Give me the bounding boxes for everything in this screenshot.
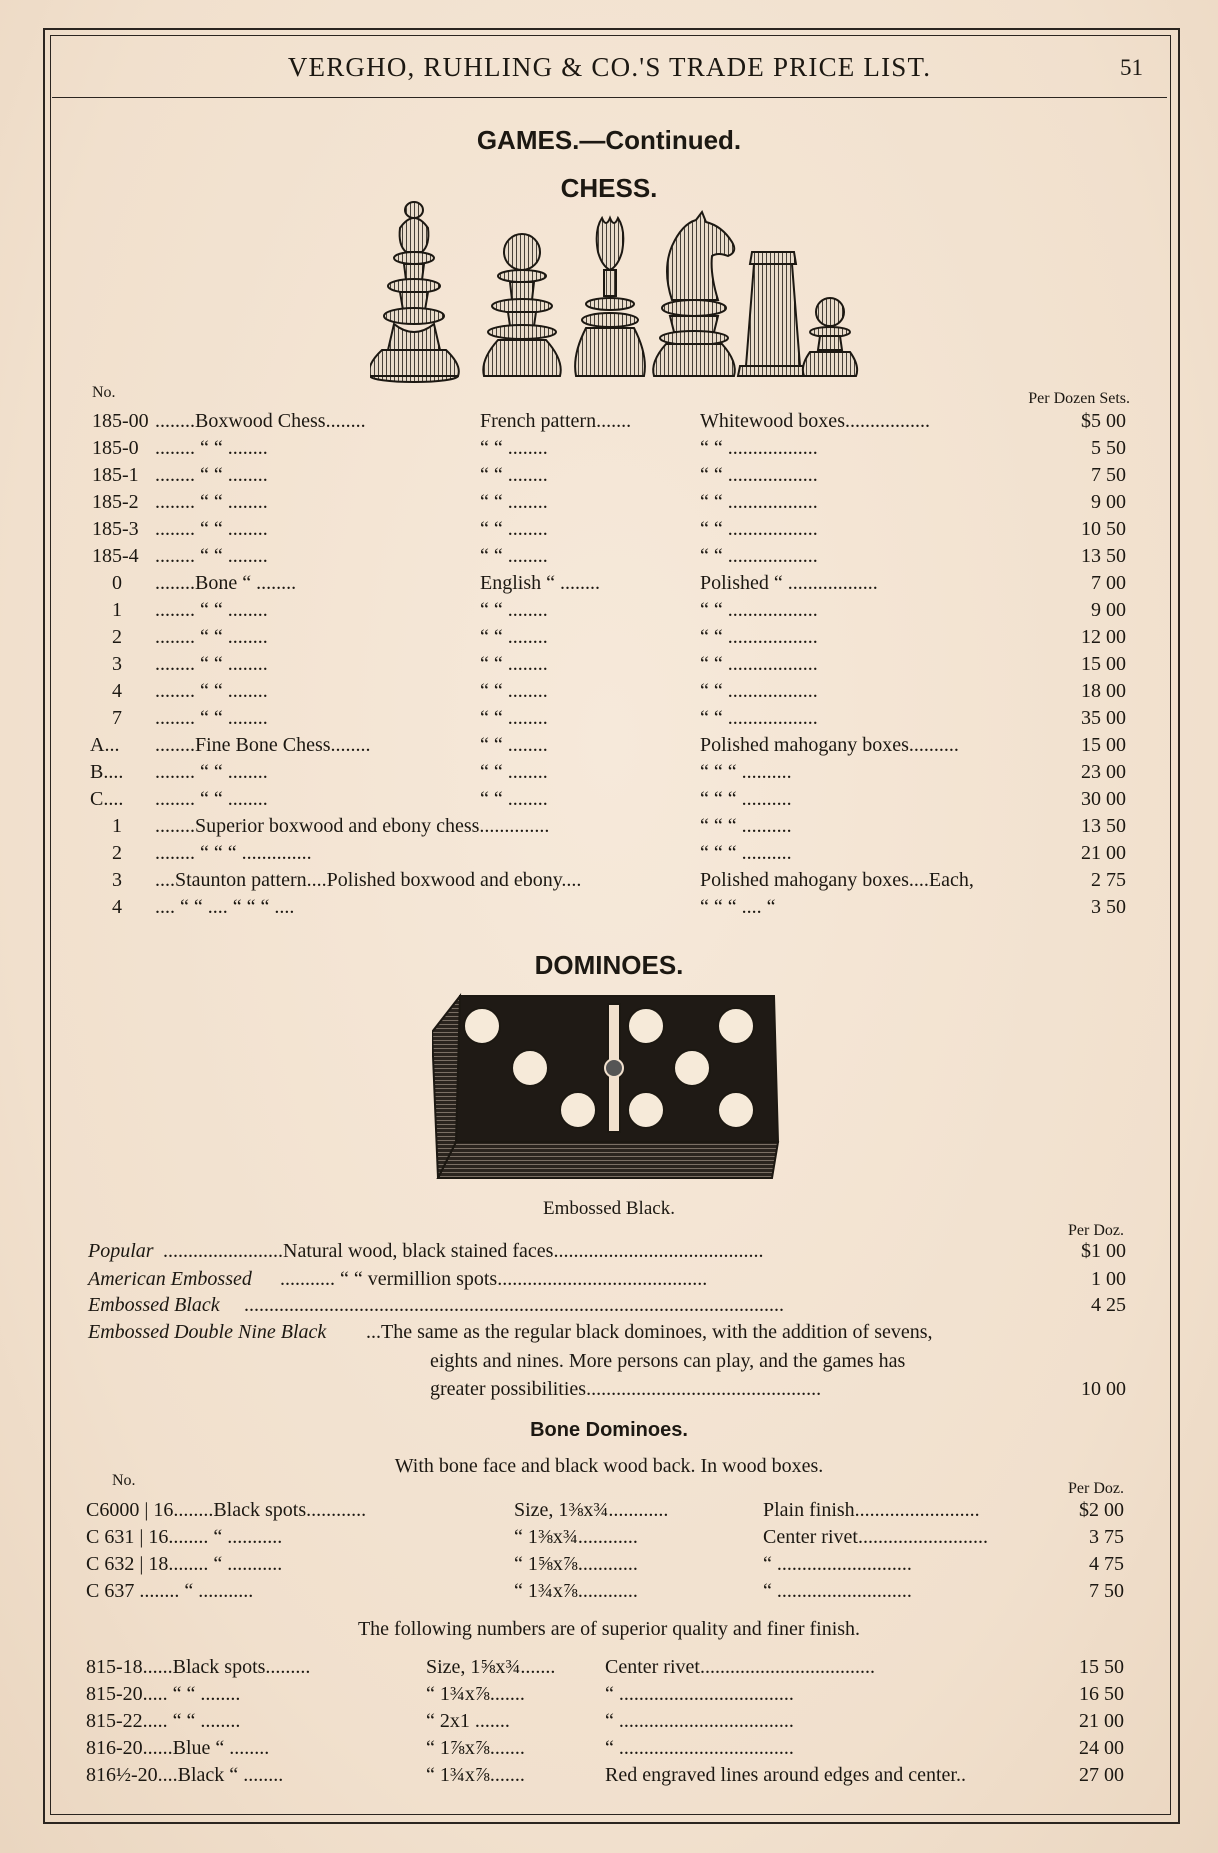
chess-item-price: 7 50 xyxy=(1091,464,1126,486)
chess-item-price: 35 00 xyxy=(1081,707,1126,729)
bone-item-number: C 637 ........ “ ........... xyxy=(86,1580,254,1602)
chess-item-box: “ “ .................. xyxy=(700,518,818,540)
chess-row xyxy=(0,437,1218,463)
chess-item-box: “ “ .................. xyxy=(700,437,818,459)
chess-item-price: 15 00 xyxy=(1081,653,1126,675)
page-title: VERGHO, RUHLING & CO.'S TRADE PRICE LIST. xyxy=(287,52,932,82)
domino-name: Embossed Double Nine Black xyxy=(88,1321,327,1343)
bone-domino-row xyxy=(0,1710,1218,1736)
chess-item-pattern: “ “ ........ xyxy=(480,599,548,621)
chess-item-number: 0 xyxy=(112,572,122,594)
chess-row xyxy=(0,572,1218,598)
domino-row xyxy=(0,1268,1218,1294)
domino-row xyxy=(0,1294,1218,1320)
chess-item-material: ........ “ “ ........ xyxy=(155,653,268,675)
bone-item-number: C 631 | 16........ “ ........... xyxy=(86,1526,283,1548)
chess-pieces-illustration xyxy=(370,200,860,385)
bone-item-price: 21 00 xyxy=(1079,1710,1124,1732)
domino-caption: Embossed Black. xyxy=(543,1198,675,1219)
domino-continuation-text: greater possibilities............................................... xyxy=(430,1378,822,1400)
bone-item-finish: “ ................................... xyxy=(605,1737,794,1759)
chess-item-price: 23 00 xyxy=(1081,761,1126,783)
chess-item-box: “ “ “ .......... xyxy=(700,842,792,864)
chess-king-icon xyxy=(370,202,459,382)
chess-item-box: “ “ “ .......... xyxy=(700,761,792,783)
chess-item-number: C.... xyxy=(90,788,124,810)
domino-illustration xyxy=(432,992,782,1182)
chess-price-label: Per Dozen Sets. xyxy=(1028,390,1130,407)
bone-item-number: 816½-20....Black “ ........ xyxy=(86,1764,284,1786)
domino-name: Embossed Black xyxy=(88,1294,220,1316)
bone-item-size: “ 1¾x⅞....... xyxy=(426,1764,525,1786)
chess-item-pattern: English “ ........ xyxy=(480,572,600,594)
chess-row xyxy=(0,518,1218,544)
chess-item-price: 13 50 xyxy=(1081,545,1126,567)
chess-item-box: Whitewood boxes................. xyxy=(700,410,930,432)
chess-item-price: 3 50 xyxy=(1091,896,1126,918)
domino-continuation-text: eights and nines. More persons can play, and the games has xyxy=(430,1350,906,1372)
bone-domino-row xyxy=(0,1553,1218,1579)
domino-row xyxy=(0,1321,1218,1347)
chess-item-pattern: “ “ ........ xyxy=(480,707,548,729)
chess-item-material: ........ “ “ “ .............. xyxy=(155,842,312,864)
bone-dominoes-heading: Bone Dominoes. xyxy=(530,1419,688,1441)
chess-item-price: 9 00 xyxy=(1091,491,1126,513)
chess-item-pattern: “ “ ........ xyxy=(480,464,548,486)
chess-item-box: “ “ .................. xyxy=(700,464,818,486)
chess-row xyxy=(0,545,1218,571)
chess-item-number: 2 xyxy=(112,626,122,648)
domino-price: 4 25 xyxy=(1091,1294,1126,1316)
bone-item-price: 15 50 xyxy=(1079,1656,1124,1678)
chess-item-material: ........Superior boxwood and ebony chess.............. xyxy=(155,815,550,837)
bone-item-size: “ 1⅞x⅞....... xyxy=(426,1737,525,1759)
bone-item-size: “ 1¾x⅞....... xyxy=(426,1683,525,1705)
bone-dominoes-subtitle: With bone face and black wood back. In wood boxes. xyxy=(394,1455,824,1477)
bone-item-finish: Center rivet................................... xyxy=(605,1656,875,1678)
chess-item-box: “ “ .................. xyxy=(700,491,818,513)
bone-no-label: No. xyxy=(112,1472,136,1489)
chess-item-material: ........ “ “ ........ xyxy=(155,545,268,567)
chess-row xyxy=(0,599,1218,625)
domino-price: 1 00 xyxy=(1091,1268,1126,1290)
chess-item-material: ........ “ “ ........ xyxy=(155,788,268,810)
chess-item-material: ........ “ “ ........ xyxy=(155,707,268,729)
bone-domino-row xyxy=(0,1656,1218,1682)
chess-item-box: “ “ .................. xyxy=(700,599,818,621)
chess-item-number: 185-3 xyxy=(92,518,139,540)
chess-item-number: 1 xyxy=(112,599,122,621)
superior-quality-note: The following numbers are of superior quality and finer finish. xyxy=(357,1618,861,1640)
chess-item-pattern: “ “ ........ xyxy=(480,491,548,513)
chess-item-material: ........ “ “ ........ xyxy=(155,518,268,540)
bone-item-number: 815-18......Black spots......... xyxy=(86,1656,311,1678)
dominoes-heading: DOMINOES. xyxy=(534,950,684,980)
chess-queen-icon xyxy=(483,234,560,376)
chess-item-number: 1 xyxy=(112,815,122,837)
domino-row xyxy=(0,1240,1218,1266)
bone-item-size: “ 1⅜x¾............ xyxy=(514,1526,638,1548)
chess-item-price: 12 00 xyxy=(1081,626,1126,648)
chess-item-number: 7 xyxy=(112,707,122,729)
bone-item-number: 815-22..... “ “ ........ xyxy=(86,1710,241,1732)
chess-item-pattern: “ “ ........ xyxy=(480,518,548,540)
chess-row xyxy=(0,410,1218,436)
domino-price: 10 00 xyxy=(1081,1378,1126,1400)
bone-item-size: Size, 1⅜x¾............ xyxy=(514,1499,669,1521)
chess-no-label: No. xyxy=(92,384,116,401)
chess-item-price: $5 00 xyxy=(1081,410,1126,432)
bone-domino-row xyxy=(0,1580,1218,1606)
bone-item-price: 4 75 xyxy=(1089,1553,1124,1575)
chess-item-material: ........ “ “ ........ xyxy=(155,599,268,621)
chess-item-pattern: “ “ ........ xyxy=(480,653,548,675)
domino-desc: ........................Natural wood, black stained faces.......................................... xyxy=(163,1240,764,1262)
domino-desc: ........... “ “ vermillion spots.......................................... xyxy=(280,1268,708,1290)
chess-item-material: ........ “ “ ........ xyxy=(155,680,268,702)
chess-item-material: ........Fine Bone Chess........ xyxy=(155,734,371,756)
chess-item-box: “ “ .................. xyxy=(700,653,818,675)
domino-name: American Embossed xyxy=(88,1268,252,1290)
chess-item-number: A... xyxy=(90,734,120,756)
bone-item-price: 3 75 xyxy=(1089,1526,1124,1548)
chess-item-price: 10 50 xyxy=(1081,518,1126,540)
bone-item-finish: Center rivet.......................... xyxy=(763,1526,988,1548)
chess-item-price: 30 00 xyxy=(1081,788,1126,810)
bone-item-price: 16 50 xyxy=(1079,1683,1124,1705)
chess-item-number: 3 xyxy=(112,869,122,891)
chess-item-pattern: “ “ ........ xyxy=(480,626,548,648)
bone-item-price: 7 50 xyxy=(1089,1580,1124,1602)
chess-row xyxy=(0,788,1218,814)
domino-continuation-row xyxy=(0,1378,1218,1404)
chess-item-material: ........ “ “ ........ xyxy=(155,761,268,783)
chess-item-price: 2 75 xyxy=(1091,869,1126,891)
chess-item-box: Polished mahogany boxes.......... xyxy=(700,734,959,756)
bone-domino-row xyxy=(0,1683,1218,1709)
chess-item-box: “ “ .................. xyxy=(700,707,818,729)
bone-item-finish: “ ................................... xyxy=(605,1683,794,1705)
bone-domino-row xyxy=(0,1764,1218,1790)
chess-item-price: 7 00 xyxy=(1091,572,1126,594)
chess-item-number: 185-2 xyxy=(92,491,139,513)
bone-item-number: 815-20..... “ “ ........ xyxy=(86,1683,241,1705)
chess-item-number: 4 xyxy=(112,680,122,702)
bone-item-size: “ 1¾x⅞............ xyxy=(514,1580,638,1602)
chess-item-price: 18 00 xyxy=(1081,680,1126,702)
bone-item-size: “ 2x1 ....... xyxy=(426,1710,510,1732)
bone-domino-row xyxy=(0,1526,1218,1552)
chess-item-box: Polished mahogany boxes....Each, xyxy=(700,869,974,891)
chess-item-pattern: “ “ ........ xyxy=(480,680,548,702)
chess-item-number: 2 xyxy=(112,842,122,864)
dominoes-price-label: Per Doz. xyxy=(1068,1222,1124,1239)
chess-bishop-icon xyxy=(575,218,645,376)
chess-item-number: 4 xyxy=(112,896,122,918)
bone-item-finish: “ ........................... xyxy=(763,1553,912,1575)
bone-item-finish: Plain finish......................... xyxy=(763,1499,980,1521)
chess-pawn-icon xyxy=(803,298,857,376)
chess-row xyxy=(0,734,1218,760)
chess-item-box: Polished “ .................. xyxy=(700,572,878,594)
chess-item-box: “ “ .................. xyxy=(700,545,818,567)
bone-item-finish: Red engraved lines around edges and center.. xyxy=(605,1764,966,1786)
chess-item-material: ....Staunton pattern....Polished boxwood and ebony.... xyxy=(155,869,582,891)
domino-price: $1 00 xyxy=(1081,1240,1126,1262)
bone-item-price: 27 00 xyxy=(1079,1764,1124,1786)
chess-item-box: “ “ “ .......... xyxy=(700,815,792,837)
chess-item-price: 15 00 xyxy=(1081,734,1126,756)
chess-item-material: ........ “ “ ........ xyxy=(155,626,268,648)
chess-item-box: “ “ .................. xyxy=(700,680,818,702)
bone-item-number: C6000 | 16........Black spots............ xyxy=(86,1499,367,1521)
page-header xyxy=(52,37,1167,98)
page-number: 51 xyxy=(1120,55,1143,80)
chess-item-number: 3 xyxy=(112,653,122,675)
chess-row xyxy=(0,653,1218,679)
bone-item-finish: “ ................................... xyxy=(605,1710,794,1732)
bone-item-price: 24 00 xyxy=(1079,1737,1124,1759)
bone-item-price: $2 00 xyxy=(1079,1499,1124,1521)
chess-row xyxy=(0,869,1218,895)
chess-item-pattern: “ “ ........ xyxy=(480,734,548,756)
domino-name: Popular xyxy=(88,1240,154,1262)
chess-row xyxy=(0,707,1218,733)
chess-item-price: 5 50 xyxy=(1091,437,1126,459)
chess-item-material: ........ “ “ ........ xyxy=(155,464,268,486)
domino-continuation-row xyxy=(0,1350,1218,1376)
chess-row xyxy=(0,896,1218,922)
chess-item-price: 9 00 xyxy=(1091,599,1126,621)
bone-item-size: Size, 1⅝x¾....... xyxy=(426,1656,556,1678)
chess-item-material: .... “ “ .... “ “ “ .... xyxy=(155,896,295,918)
chess-item-material: ........ “ “ ........ xyxy=(155,491,268,513)
chess-item-box: “ “ “ .... “ xyxy=(700,896,776,918)
chess-knight-icon xyxy=(653,212,735,376)
chess-item-pattern: “ “ ........ xyxy=(480,761,548,783)
chess-item-price: 21 00 xyxy=(1081,842,1126,864)
bone-item-size: “ 1⅝x⅞............ xyxy=(514,1553,638,1575)
chess-item-pattern: “ “ ........ xyxy=(480,545,548,567)
chess-item-number: B.... xyxy=(90,761,124,783)
chess-item-pattern: “ “ ........ xyxy=(480,788,548,810)
chess-item-number: 185-0 xyxy=(92,437,139,459)
chess-item-number: 185-1 xyxy=(92,464,139,486)
chess-row xyxy=(0,626,1218,652)
chess-item-material: ........Bone “ ........ xyxy=(155,572,297,594)
chess-item-box: “ “ .................. xyxy=(700,626,818,648)
chess-item-material: ........Boxwood Chess........ xyxy=(155,410,366,432)
bone-item-number: 816-20......Blue “ ........ xyxy=(86,1737,270,1759)
chess-item-pattern: “ “ ........ xyxy=(480,437,548,459)
bone-domino-row xyxy=(0,1737,1218,1763)
games-heading: GAMES.—Continued. xyxy=(476,125,742,155)
chess-rook-icon xyxy=(738,252,808,376)
chess-row xyxy=(0,842,1218,868)
chess-item-pattern: French pattern....... xyxy=(480,410,632,432)
chess-item-number: 185-4 xyxy=(92,545,139,567)
chess-row xyxy=(0,815,1218,841)
chess-item-number: 185-00 xyxy=(92,410,149,432)
chess-heading: CHESS. xyxy=(560,173,658,203)
bone-domino-row xyxy=(0,1499,1218,1525)
bone-item-finish: “ ........................... xyxy=(763,1580,912,1602)
domino-desc: ............................................................................................................ xyxy=(244,1294,784,1316)
chess-row xyxy=(0,491,1218,517)
bone-item-number: C 632 | 18........ “ ........... xyxy=(86,1553,283,1575)
chess-row xyxy=(0,464,1218,490)
chess-item-box: “ “ “ .......... xyxy=(700,788,792,810)
chess-row xyxy=(0,761,1218,787)
chess-item-price: 13 50 xyxy=(1081,815,1126,837)
domino-desc: ...The same as the regular black dominoes, with the addition of sevens, xyxy=(366,1321,933,1343)
chess-row xyxy=(0,680,1218,706)
chess-item-material: ........ “ “ ........ xyxy=(155,437,268,459)
bone-price-label: Per Doz. xyxy=(1068,1480,1124,1497)
